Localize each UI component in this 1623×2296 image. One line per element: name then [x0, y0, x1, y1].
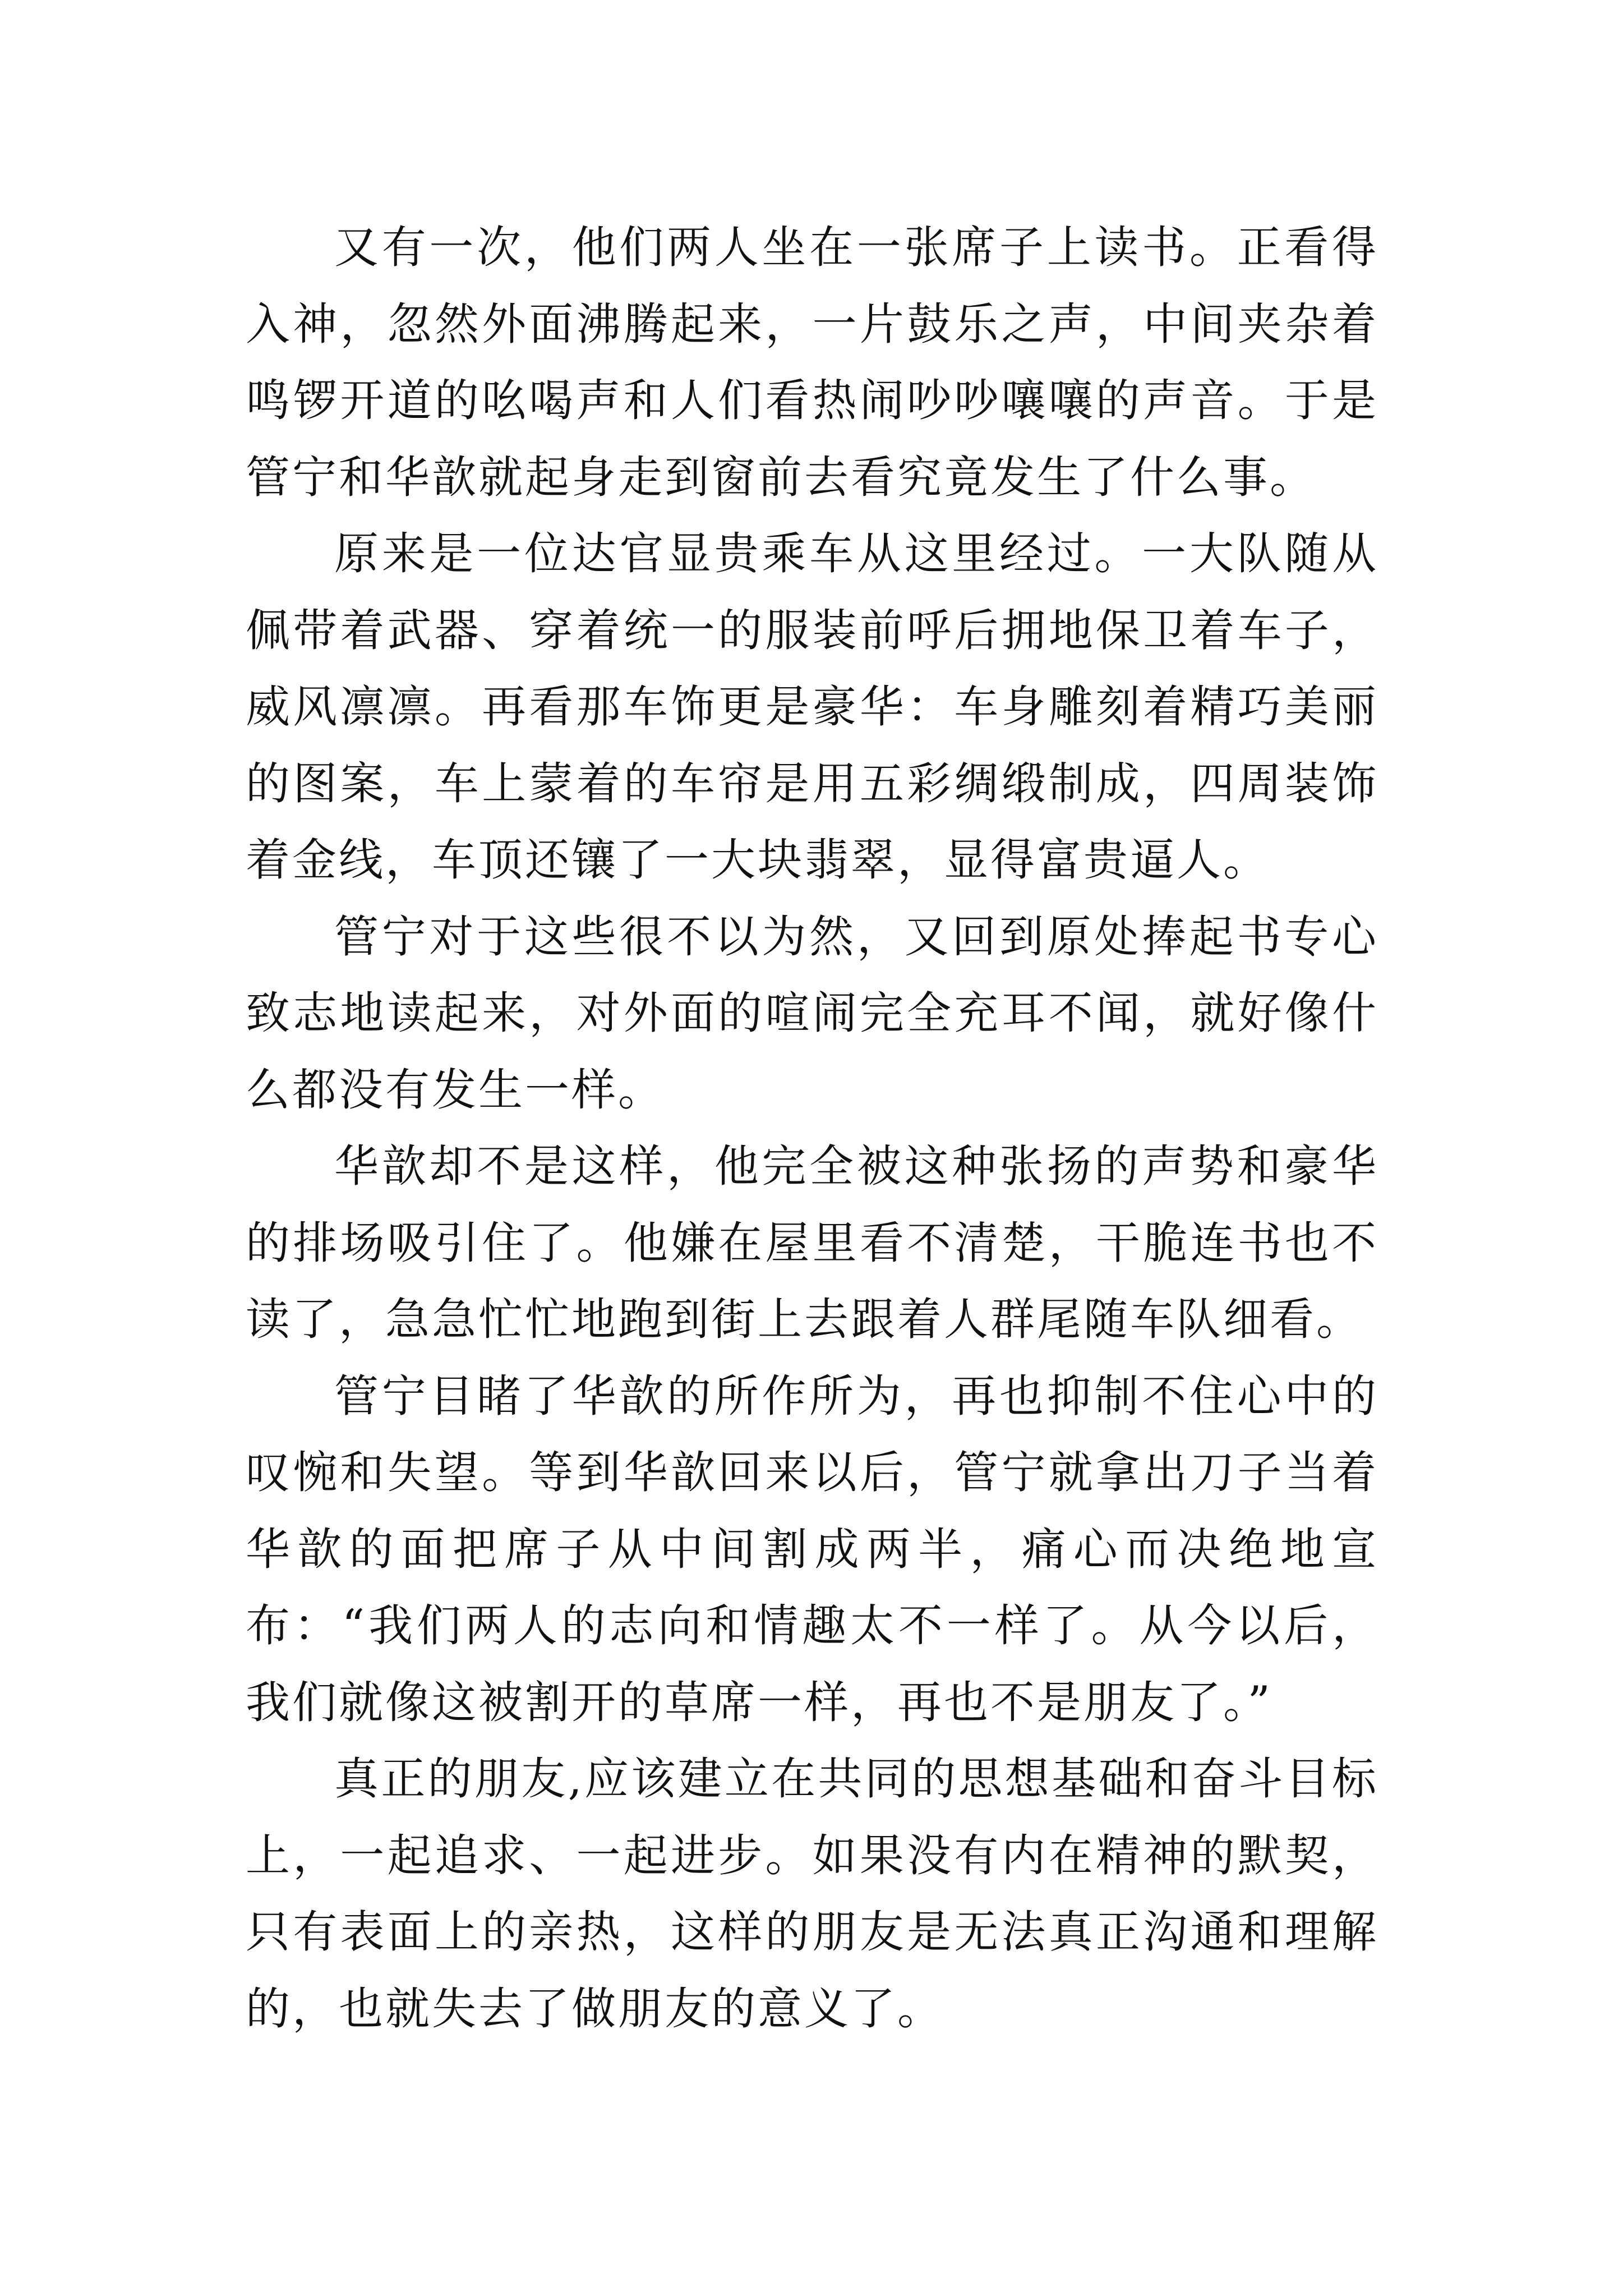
- paragraph-1: 又有一次，他们两人坐在一张席子上读书。正看得入神，忽然外面沸腾起来，一片鼓乐之声，中间夹杂着鸣锣开道的吆喝声和人们看热闹吵吵嚷嚷的声音。于是管宁和华歆就起身走到窗前去看究竟发生了什么事。: [246, 222, 1378, 503]
- paragraph-3: 管宁对于这些很不以为然，又回到原处捧起书专心致志地读起来，对外面的喧闹完全充耳不闻，就好像什么都没有发生一样。: [246, 910, 1378, 1116]
- paragraph-2: 原来是一位达官显贵乘车从这里经过。一大队随从佩带着武器、穿着统一的服装前呼后拥地保卫着车子，威风凛凛。再看那车饰更是豪华：车身雕刻着精巧美丽的图案，车上蒙着的车帘是用五彩绸缎制成，四周装饰着金线，车顶还镶了一大块翡翠，显得富贵逼人。: [246, 528, 1378, 886]
- paragraph-6: 真正的朋友,应该建立在共同的思想基础和奋斗目标上，一起追求、一起进步。如果没有内在精神的默契，只有表面上的亲热，这样的朋友是无法真正沟通和理解的，也就失去了做朋友的意义了。: [246, 1753, 1378, 2035]
- paragraph-5: 管宁目睹了华歆的所作所为，再也抑制不住心中的叹惋和失望。等到华歆回来以后，管宁就拿出刀子当着华歆的面把席子从中间割成两半，痛心而决绝地宣布：“我们两人的志向和情趣太不一样了。从今以后，我们就像这被割开的草席一样，再也不是朋友了。”: [246, 1370, 1378, 1728]
- paragraph-4: 华歆却不是这样，他完全被这种张扬的声势和豪华的排场吸引住了。他嫌在屋里看不清楚，干脆连书也不读了，急急忙忙地跑到街上去跟着人群尾随车队细看。: [246, 1140, 1378, 1345]
- document-body: [246, 209, 1378, 2047]
